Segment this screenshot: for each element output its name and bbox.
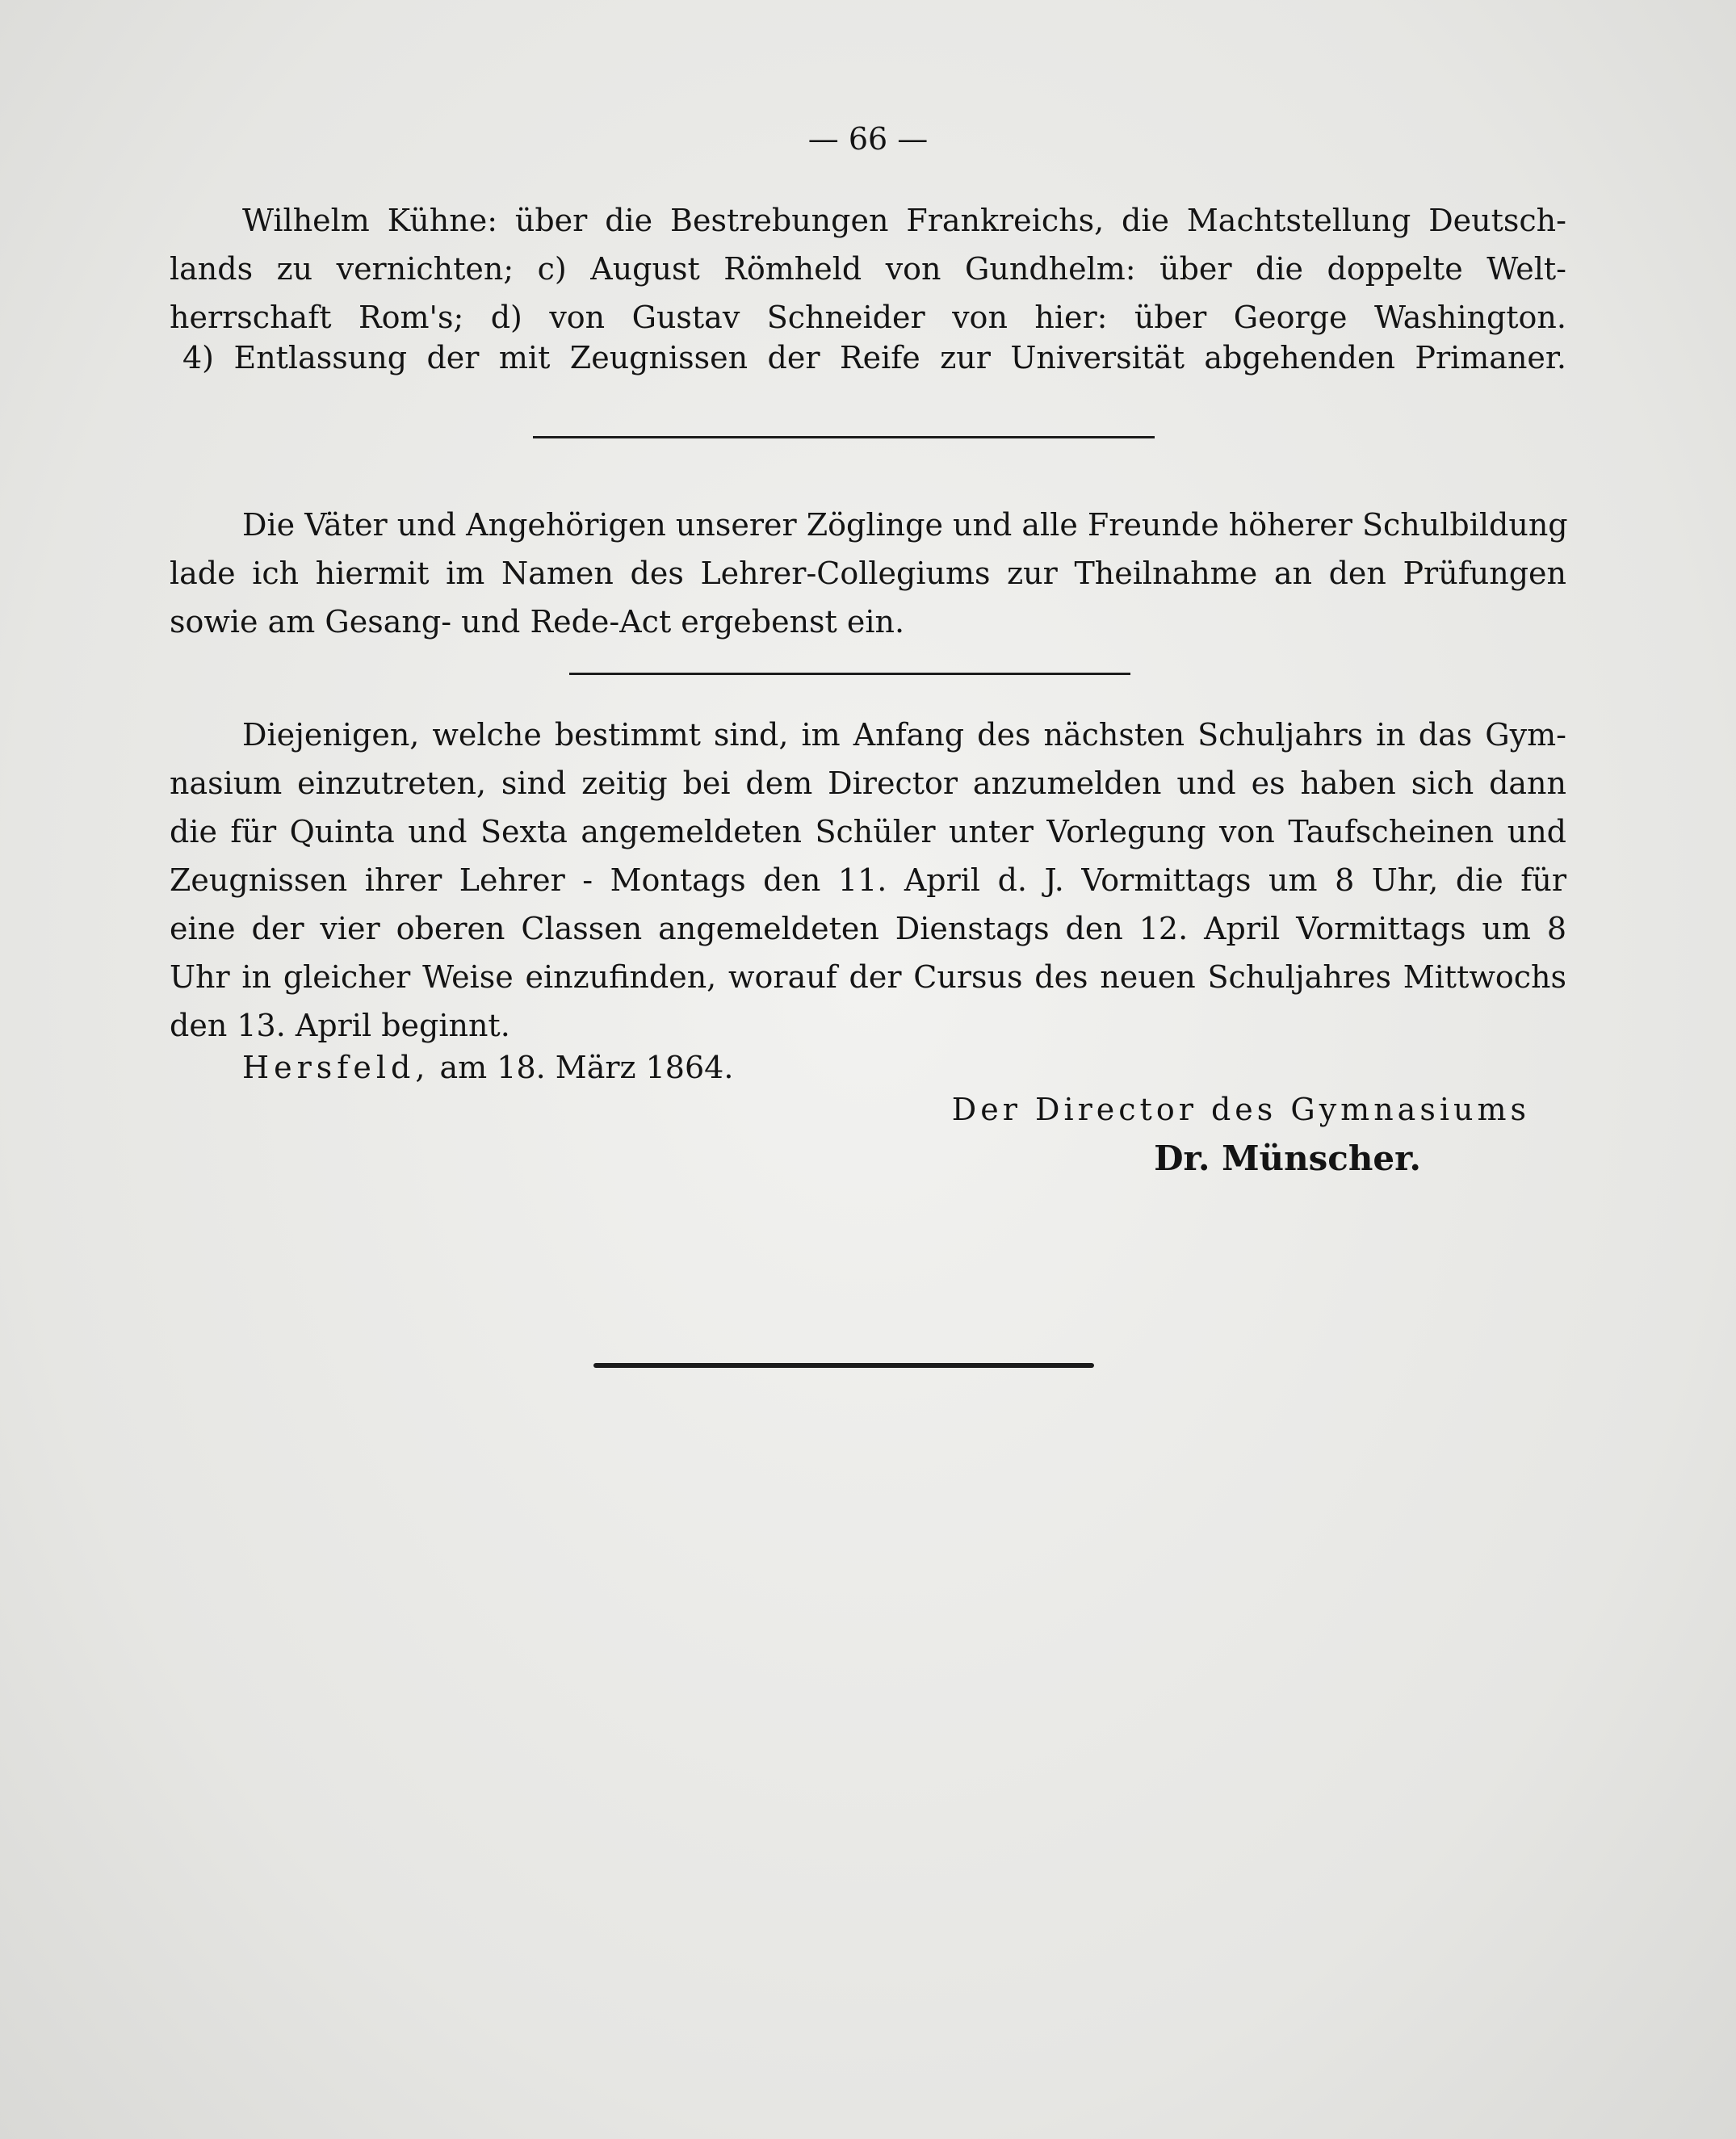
- enrollment-line-3: die für Quinta und Sexta angemeldeten Schüler unter Vorlegung von Taufscheinen und: [170, 814, 1566, 849]
- item-4-paragraph: [170, 333, 1566, 382]
- closing-date: am 18. März 1864.: [439, 1050, 734, 1085]
- enrollment-line-4: Zeugnissen ihrer Lehrer - Montags den 11. April d. J. Vormittags um 8 Uhr, die für: [170, 862, 1566, 898]
- invitation-line-3: sowie am Gesang- und Rede-Act ergebenst ein.: [170, 604, 905, 640]
- enrollment-line-5: eine der vier oberen Classen angemeldeten Dienstags den 12. April Vormittags um 8: [170, 911, 1566, 946]
- section-divider-1: [533, 436, 1155, 438]
- invitation-paragraph: [170, 501, 1566, 646]
- intro-line-3: herrschaft Rom's; d) von Gustav Schneider von hier: über George Washington.: [170, 300, 1566, 335]
- enrollment-paragraph: [170, 711, 1566, 1050]
- invitation-line-2: lade ich hiermit im Namen des Lehrer-Collegiums zur Theilnahme an den Prüfungen: [170, 556, 1566, 591]
- section-divider-3: [593, 1363, 1094, 1368]
- signature-title: Der Director des Gymnasiums: [951, 1092, 1530, 1127]
- enrollment-line-6: Uhr in gleicher Weise einzufinden, worauf der Cursus des neuen Schuljahres Mittwochs: [170, 959, 1566, 995]
- intro-line-1: Wilhelm Kühne: über die Bestrebungen Frankreichs, die Machtstellung Deutsch-: [242, 203, 1566, 238]
- intro-line-2: lands zu vernichten; c) August Römheld von Gundhelm: über die doppelte Welt-: [170, 251, 1566, 287]
- closing-place: Hersfeld,: [242, 1050, 430, 1085]
- enrollment-line-2: nasium einzutreten, sind zeitig bei dem Director anzumelden und es haben sich dann: [170, 765, 1566, 801]
- section-divider-2: [569, 673, 1130, 675]
- page-number: — 66 —: [807, 121, 929, 157]
- enrollment-line-1: Diejenigen, welche bestimmt sind, im Anfang des nächsten Schuljahrs in das Gym-: [242, 717, 1566, 753]
- intro-paragraph: [170, 196, 1566, 342]
- item-4-line: 4) Entlassung der mit Zeugnissen der Reife zur Universität abgehenden Primaner.: [182, 340, 1566, 375]
- invitation-line-1: Die Väter und Angehörigen unserer Zöglinge und alle Freunde höherer Schulbildung: [242, 507, 1568, 543]
- closing-place-date: [242, 1050, 733, 1085]
- enrollment-line-7: den 13. April beginnt.: [170, 1008, 510, 1043]
- signature-name: Dr. Münscher.: [1154, 1139, 1421, 1178]
